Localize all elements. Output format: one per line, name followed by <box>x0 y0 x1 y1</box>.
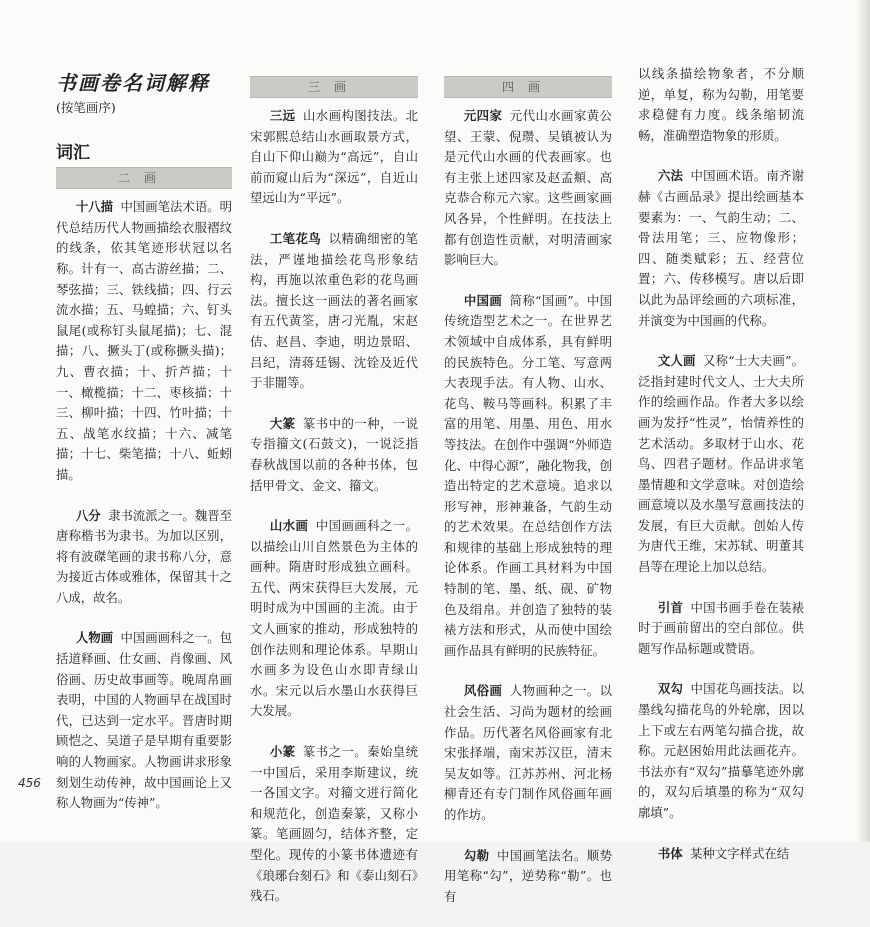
entry-term: 元四家 <box>463 108 503 123</box>
entry-text: 简称“国画”。中国传统造型艺术之一。在世界艺术领域中自成体系，具有鲜明的民族特色。分工笔、写意两大表现手法。有人物、山水、花鸟、鞍马等画科。积累了丰富的用笔、用墨、用色、用水等技法。在创作中强调“外师造化、中得心源”，融化物我，创造出特定的艺术意境。追求以形写神，形神兼备，气韵生动的艺术效果。在总结创作方法和规律的基础上形成独特的理论体系。作画工具材料为中国特制的笔、墨、纸、砚、矿物色及绢帛。并创造了独特的装裱方法和形式，从而使中国绘画作品具有鲜明的民族特征。 <box>444 292 613 658</box>
entry-term: 小篆 <box>269 744 296 760</box>
entry <box>444 106 612 271</box>
entry-text: 人物画种之一。以社会生活、习尚为题材的绘画作品。历代著名风俗画家有北宋张择端，南宋苏汉臣，清末吴友如等。江苏苏州、河北杨柳青还有专门制作风俗画年画的作坊。 <box>444 683 613 822</box>
stroke-band-four: 四画 <box>444 76 612 98</box>
page-number: 456 <box>18 776 41 790</box>
column-2 <box>250 78 418 927</box>
entry <box>638 844 804 865</box>
entry-term: 文人画 <box>657 353 696 369</box>
entry-term: 大篆 <box>269 415 296 431</box>
entry-text: 篆书之一。秦始皇统一中国后，采用李斯建议，统一各国文字。对籀文进行简化和规范化，创造秦篆，又称小篆。笔画圆匀，结体齐整，定型化。现传的小篆书体遗迹有《琅琊台刻石》和《泰山刻石》残石。 <box>250 744 419 904</box>
entry <box>638 166 804 331</box>
entry-term: 工笔花鸟 <box>269 230 322 246</box>
entry-text: 隶书流派之一。魏晋至唐称楷书为隶书。为加以区别，将有波磔笔画的隶书称八分，意为接近古体或雅体，保留其十之八成，故名。 <box>56 507 233 605</box>
entry <box>250 229 418 394</box>
entry-text: 中国画画科之一。以描绘山川自然景色为主体的画种。隋唐时形成独立画科。五代、两宋获得巨大发展，元明时成为中国画的主流。由于文人画家的推动，形成独特的创作法则和理论体系。早期山水画多为设色山水即青绿山水。宋元以后水墨山水获得巨大发展。 <box>250 518 419 719</box>
entry-text: 以精确细密的笔法，严谨地描绘花鸟形象结构，再施以浓重色彩的花鸟画法。擅长这一画法的著名画家有五代黄筌，唐刁光胤，宋赵佶、赵昌、李迪，明边景昭、吕纪，清蒋廷锡、沈铨及近代于非闇等。 <box>250 230 419 391</box>
entry <box>638 351 804 578</box>
page-subtitle: (按笔画序) <box>56 100 116 115</box>
entry-text: 中国书画手卷在装裱时于画前留出的空白部位。供题写作品标题或赞语。 <box>638 599 805 656</box>
entry-text: 篆书中的一种，一说专指籀文(石鼓文)，一说泛指春秋战国以前的各种书体，包括甲骨文、金文、籀文。 <box>250 415 419 493</box>
entry <box>56 628 232 813</box>
entry <box>444 291 612 662</box>
entry-term: 书体 <box>657 845 683 861</box>
entry <box>444 681 612 825</box>
entry <box>250 414 418 496</box>
entry-text: 某种文字样式在结 <box>690 845 790 861</box>
column-4 <box>638 64 804 884</box>
entry <box>56 506 232 609</box>
entry-text: 中国画笔法名。顺势用笔称“勾”，逆势称“勒”。也有 <box>444 847 613 904</box>
entry-text: 中国花鸟画技法。以墨线勾描花鸟的外轮廓，因以上下或左右两笔勾描合拢，故称。元赵困始用此法画花卉。书法亦有“双勾”描摹笔迹外廓的，双勾后填墨的称为“双勾廓填”。 <box>638 681 805 820</box>
entry <box>444 846 612 908</box>
entry <box>250 742 418 907</box>
entry-term: 山水画 <box>269 518 309 534</box>
entry-term: 引首 <box>657 599 684 615</box>
entry-text: 元代山水画家黄公望、王蒙、倪瓒、吴镇被认为是元代山水画的代表画家。也有主张上述四家及赵孟頫、高克恭合称元六家。这些画家画风各异，个性鲜明。在技法上都有创造性贡献，对明清画家影响巨大。 <box>444 108 613 268</box>
entry-text: 中国画画科之一。包括道释画、仕女画、肖像画、风俗画、历史故事画等。晚周帛画表明，中国的人物画早在战国时代，已达到一定水平。晋唐时期顾恺之、吴道子是早期有重要影响的人物画家。人物画讲求形象刻划生动传神，故中国画论上又称人物画为“传神”。 <box>56 630 233 811</box>
entry-term: 十八描 <box>75 199 114 215</box>
page-title: 书画卷名词解释 <box>56 71 210 95</box>
entry-term: 三远 <box>269 108 296 123</box>
entry <box>638 679 804 823</box>
entry-term: 风俗画 <box>463 683 503 699</box>
entry <box>638 598 804 660</box>
entry <box>56 197 232 485</box>
entry-continuation <box>638 64 804 146</box>
entry-text: 山水画构图技法。北宋郭熙总结山水画取景方式，自山下仰山巅为“高远”，自山前而窥山后为“深远”，自近山望远山为“平远”。 <box>250 108 419 206</box>
entry-text: 又称“士大夫画”。泛指封建时代文人、士大夫所作的绘画作品。作者大多以绘画为发抒“性灵”，怡情养性的艺术活动。多取材于山水、花鸟、四君子题材。作品讲求笔墨情趣和文学意味。对创造绘画意境以及水墨写意画技法的发展，有巨大贡献。创始人传为唐代王维，宋苏轼、明董其昌等在理论上加以总结。 <box>638 353 805 575</box>
entry-term: 勾勒 <box>463 847 490 863</box>
column-1 <box>56 70 232 834</box>
entry-term: 人物画 <box>75 630 114 646</box>
entry-term: 中国画 <box>463 292 503 308</box>
entry-term: 双勾 <box>657 681 684 697</box>
stroke-band-two: 二画 <box>56 167 232 189</box>
entry <box>250 106 418 209</box>
entry <box>250 516 418 722</box>
entry-text: 以线条描绘物象者，不分顺逆，单复，称为勾勒，用笔要求稳健有力度。线条缩韧流畅，准确塑造物象的形质。 <box>638 66 804 143</box>
entry-text: 中国画笔法术语。明代总结历代人物画描绘衣服褶纹的线条，依其笔迹形状冠以名称。计有一、高古游丝描；二、琴弦描；三、铁线描；四、行云流水描；五、马蝗描；六、钉头鼠尾(或称钉头鼠尾描)；七、混描；八、撅头丁(或称撅头描)；九、曹衣描；十、折芦描；十一、橄榄描；十二、枣核描；十三、柳叶描；十四、竹叶描；十五、战笔水纹描；十六、减笔描；十七、柴笔描；十八、蚯蚓描。 <box>56 199 233 482</box>
stroke-band-three: 三画 <box>250 76 418 98</box>
page-edge-shadow <box>856 0 870 842</box>
section-heading: 词汇 <box>56 142 90 163</box>
entry-text: 中国画术语。南齐谢赫《古画品录》提出绘画基本要素为：一、气韵生动；二、骨法用笔；三、应物像形；四、随类赋彩；五、经营位置；六、传移模写。唐以后即以此为品评绘画的六项标准，并演变为中国画的代称。 <box>638 168 805 328</box>
entry-term: 六法 <box>657 168 684 184</box>
column-3 <box>444 78 612 927</box>
entry-term: 八分 <box>75 507 101 523</box>
